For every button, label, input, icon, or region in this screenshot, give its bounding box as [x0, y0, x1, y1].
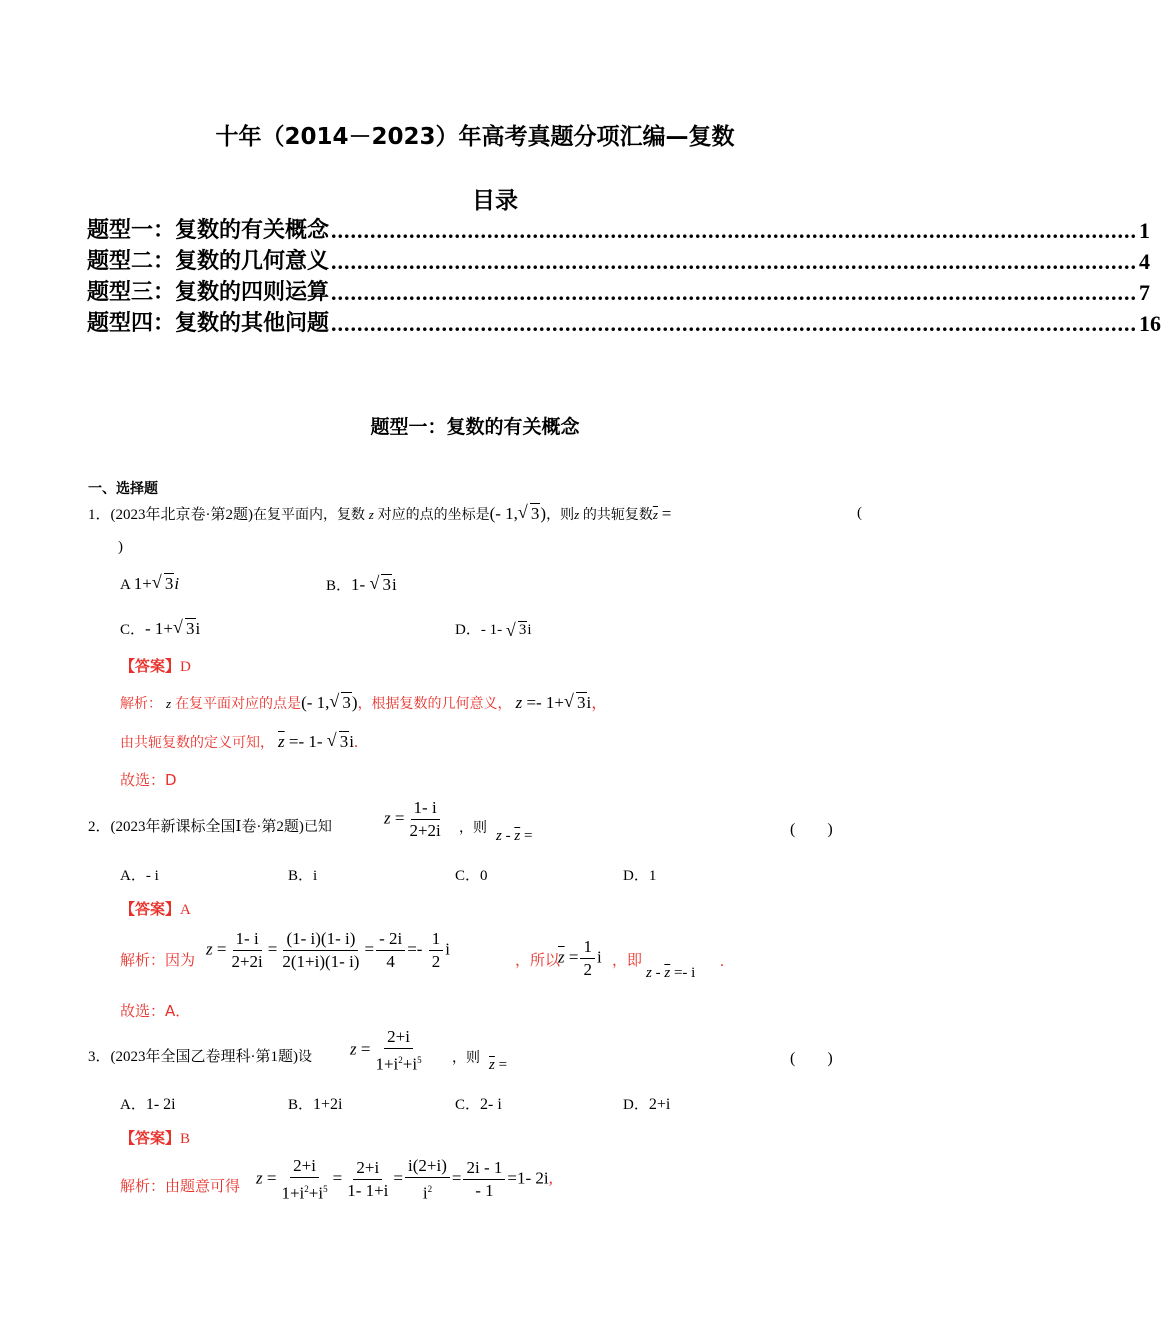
toc-item-label: 题型二：复数的几何意义 [87, 249, 330, 274]
option-d[interactable]: D．2+i [623, 1096, 671, 1113]
toc-leader: ............................................................................................................................ [331, 280, 1138, 305]
option-c[interactable]: C．0 [455, 868, 488, 884]
conclusion-2: 故选：A． [120, 1002, 191, 1020]
option-b[interactable]: B．1- √ 3i [326, 574, 397, 595]
math-z-conj: $\overline{z}$ [652, 507, 658, 522]
math-z-minus-conj: z - $\overline{z}$ = [496, 828, 533, 844]
option-c[interactable]: C．- 1+ √ 3i [120, 618, 200, 639]
question-source: (2023年全国乙卷理科·第1题) [110, 1049, 299, 1065]
toc-item-page: 1 [1139, 218, 1151, 243]
question-source: (2023年北京卷·第2题) [110, 507, 254, 523]
analysis-1-line-1: 解析： z 在复平面对应的点是(- 1, √ 3)，根据复数的几何意义， z =- 1+ √ 3i， [120, 690, 607, 713]
toc-item[interactable] [87, 243, 1151, 275]
toc-item-page: 7 [1139, 280, 1151, 305]
toc-item-label: 题型一：复数的有关概念 [87, 218, 330, 243]
toc-leader: ............................................................................................................................ [331, 311, 1138, 336]
math-point: (- 1, √ 3) [490, 504, 547, 523]
answer-bracket-open: ( [857, 505, 862, 521]
math-z: z [574, 507, 580, 522]
conclusion-1: 故选：D [120, 771, 177, 789]
toc-item[interactable] [87, 212, 1151, 244]
option-d[interactable]: D．1 [623, 868, 657, 884]
document-title: 十年（2014－2023）年高考真题分项汇编—复数 [215, 124, 735, 150]
toc-item-label: 题型四：复数的其他问题 [87, 311, 330, 336]
analysis-3-label: 解析：由题意可得 [120, 1177, 241, 1195]
question-3-stem: 3．(2023年全国乙卷理科·第1题)设 [88, 1049, 313, 1065]
question-1-stem: 1．(2023年北京卷·第2题)在复平面内，复数 z 对应的点的坐标是(- 1, √ 3)，则z 的共轭复数$\overline{z}$ = [88, 503, 671, 524]
question-source: (2023年新课标全国Ⅰ卷·第2题) [110, 819, 304, 835]
toc-item[interactable] [87, 305, 1161, 337]
option-b[interactable]: B．i [288, 868, 318, 884]
toc-item-page: 16 [1139, 311, 1161, 336]
toc-leader: ............................................................................................................................ [331, 218, 1138, 243]
section-title: 题型一：复数的有关概念 [370, 416, 580, 438]
analysis-1-line-2: 由共轭复数的定义可知， $\overline{z} =- 1-$ √ 3i. [120, 732, 358, 752]
math-q2-analysis: z = $\frac{1- i}{2+2i}$ = $\frac{(1- i)(1- i)}{2(1+i)(1- i)}$ = $\frac{- 2i}{4}$ =- $\frac{1}{2}$ i [206, 929, 450, 971]
toc-leader: ............................................................................................................................ [331, 249, 1138, 274]
answer-3: 【答案】B [120, 1129, 191, 1147]
answer-1: 【答案】D [120, 657, 191, 675]
answer-bracket: ( ) [790, 1050, 833, 1067]
analysis-2-label: 解析：因为 [120, 951, 196, 969]
math-q2-conj: $\overline{z}$ = $\frac{1}{2}$ i [558, 937, 602, 979]
section-subheading: 一、选择题 [88, 481, 158, 497]
option-b[interactable]: B．1+2i [288, 1096, 343, 1113]
option-c[interactable]: C．2- i [455, 1096, 502, 1113]
answer-bracket: ( ) [790, 821, 833, 838]
math-z: z [368, 507, 374, 522]
option-a[interactable]: A．- i [120, 868, 159, 884]
toc-heading: 目录 [472, 188, 518, 214]
toc-item-label: 题型三：复数的四则运算 [87, 280, 330, 305]
answer-bracket-close: ) [118, 539, 123, 555]
option-a[interactable]: A 1+ √ 3i [120, 574, 179, 594]
math-q3-analysis: z = $\frac{2+i}{1+i^2+i^5}$ = $\frac{2+i}{1- 1+i}$ = $\frac{i(2+i)}{i^2}$ = $\frac{2i - 1}{- 1}$ =1- 2i, [256, 1156, 553, 1203]
math-q2-expr: z = $\frac{1- i}{2+2i}$ [384, 798, 441, 840]
option-a[interactable]: A．1- 2i [120, 1096, 176, 1113]
toc-item-page: 4 [1139, 249, 1151, 274]
question-number: 1． [88, 507, 111, 523]
option-d[interactable]: D．- 1- √ 3i [455, 618, 532, 639]
math-z-conj: $\overline{z}$ = [489, 1057, 508, 1073]
math-q2-result: $z - \overline{z} =- i$ [646, 965, 696, 981]
question-2-stem: 2．(2023年新课标全国Ⅰ卷·第2题)已知 [88, 819, 332, 835]
answer-2: 【答案】A [120, 900, 191, 918]
math-q3-expr: z = $\frac{2+i}{1+i^2+i^5}$ [350, 1027, 422, 1074]
toc-item[interactable] [87, 274, 1151, 306]
